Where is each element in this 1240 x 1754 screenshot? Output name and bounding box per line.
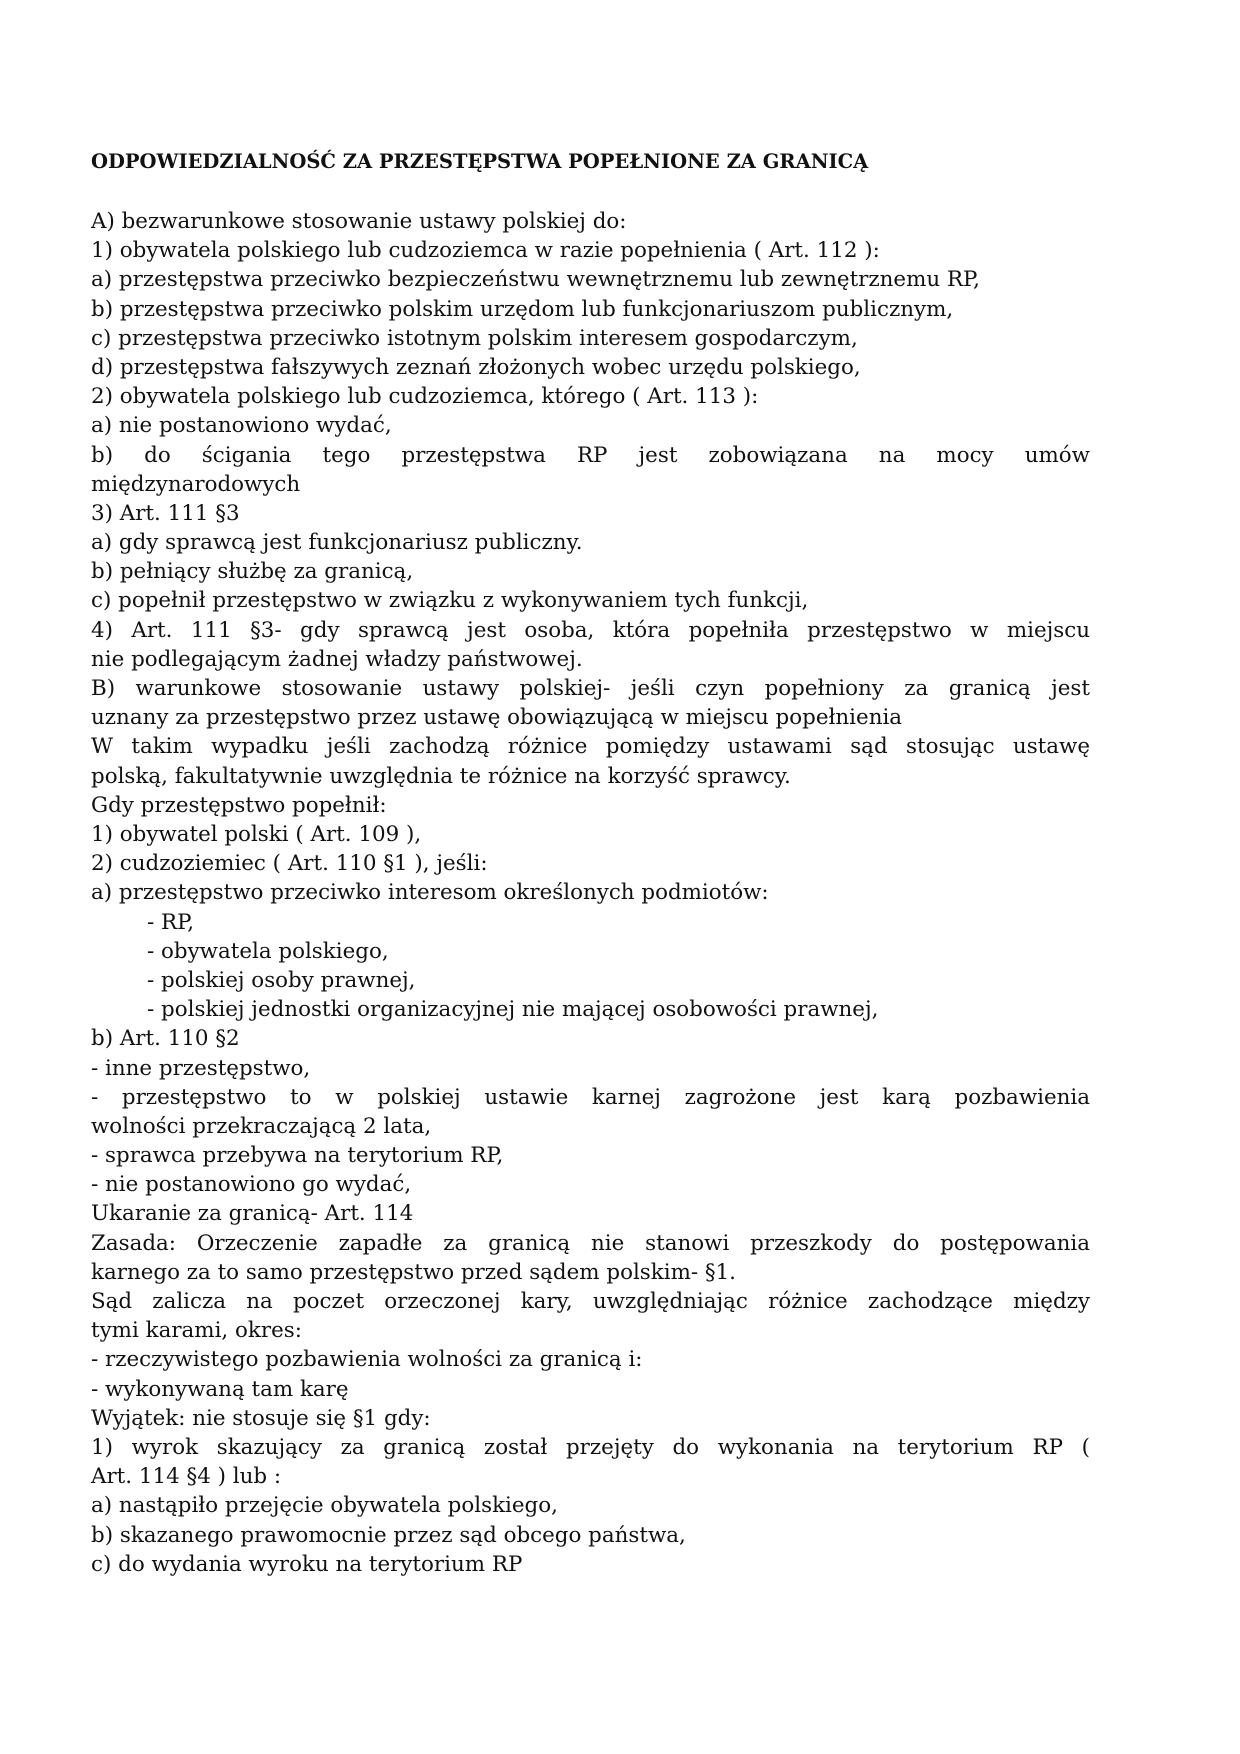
text-line: nie podlegającym żadnej władzy państwowej.: [91, 646, 583, 672]
text-line: - sprawca przebywa na terytorium RP,: [91, 1143, 504, 1169]
text-line: b) skazanego prawomocnie przez sąd obcego państwa,: [91, 1522, 686, 1548]
list-item: - RP,: [147, 909, 194, 935]
text-line: B) warunkowe stosowanie ustawy polskiej- jeśli czyn popełniony za granicą jest: [91, 676, 1090, 702]
text-line: a) przestępstwa przeciwko bezpieczeństwu wewnętrznemu lub zewnętrznemu RP,: [91, 267, 980, 293]
text-line: 1) wyrok skazujący za granicą został przejęty do wykonania na terytorium RP (: [91, 1434, 1090, 1460]
text-line: - inne przestępstwo,: [91, 1055, 311, 1081]
text-line: a) nie postanowiono wydać,: [91, 413, 392, 439]
text-line: 3) Art. 111 §3: [91, 500, 240, 526]
text-line: a) gdy sprawcą jest funkcjonariusz publiczny.: [91, 530, 583, 556]
list-item: - obywatela polskiego,: [147, 938, 389, 964]
text-line: Ukaranie za granicą- Art. 114: [91, 1201, 414, 1227]
text-line: 1) obywatela polskiego lub cudzoziemca w razie popełnienia ( Art. 112 ):: [91, 238, 880, 264]
text-line: b) pełniący służbę za granicą,: [91, 559, 414, 585]
text-line: c) popełnił przestępstwo w związku z wykonywaniem tych funkcji,: [91, 588, 809, 614]
document-body: [91, 207, 1090, 1579]
text-line: c) do wydania wyroku na terytorium RP: [91, 1551, 523, 1577]
text-line: b) do ścigania tego przestępstwa RP jest zobowiązana na mocy umów: [91, 442, 1090, 468]
text-line: tymi karami, okres:: [91, 1318, 302, 1344]
text-line: Art. 114 §4 ) lub :: [91, 1464, 282, 1490]
text-line: - nie postanowiono go wydać,: [91, 1172, 412, 1198]
text-line: a) nastąpiło przejęcie obywatela polskiego,: [91, 1493, 558, 1519]
text-line: - rzeczywistego pozbawienia wolności za granicą i:: [91, 1347, 643, 1373]
document-title: ODPOWIEDZIALNOŚĆ ZA PRZESTĘPSTWA POPEŁNIONE ZA GRANICĄ: [91, 150, 869, 173]
text-line: - przestępstwo to w polskiej ustawie karnej zagrożone jest karą pozbawienia: [91, 1084, 1090, 1110]
text-line: Wyjątek: nie stosuje się §1 gdy:: [91, 1405, 431, 1431]
text-line: uznany za przestępstwo przez ustawę obowiązującą w miejscu popełnienia: [91, 705, 903, 731]
list-item: - polskiej jednostki organizacyjnej nie mającej osobowości prawnej,: [147, 997, 879, 1023]
text-line: b) Art. 110 §2: [91, 1026, 240, 1052]
text-line: wolności przekraczającą 2 lata,: [91, 1113, 432, 1139]
list-item: - polskiej osoby prawnej,: [147, 967, 416, 993]
text-line: A) bezwarunkowe stosowanie ustawy polskiej do:: [91, 209, 627, 234]
text-line: karnego za to samo przestępstwo przed sądem polskim- §1.: [91, 1259, 736, 1285]
text-line: 1) obywatel polski ( Art. 109 ),: [91, 822, 422, 847]
text-line: Sąd zalicza na poczet orzeczonej kary, uwzględniając różnice zachodzące między: [91, 1289, 1090, 1315]
text-line: Zasada: Orzeczenie zapadłe za granicą nie stanowi przeszkody do postępowania: [91, 1230, 1090, 1256]
text-line: 2) obywatela polskiego lub cudzoziemca, którego ( Art. 113 ):: [91, 384, 759, 410]
text-line: c) przestępstwa przeciwko istotnym polskim interesem gospodarczym,: [91, 325, 858, 351]
text-line: d) przestępstwa fałszywych zeznań złożonych wobec urzędu polskiego,: [91, 354, 861, 380]
text-line: b) przestępstwa przeciwko polskim urzędom lub funkcjonariuszom publicznym,: [91, 296, 954, 322]
text-line: 2) cudzoziemiec ( Art. 110 §1 ), jeśli:: [91, 851, 488, 877]
text-line: a) przestępstwo przeciwko interesom określonych podmiotów:: [91, 880, 769, 906]
text-line: W takim wypadku jeśli zachodzą różnice pomiędzy ustawami sąd stosując ustawę: [91, 734, 1090, 760]
text-line: międzynarodowych: [91, 471, 301, 497]
text-line: polską, fakultatywnie uwzględnia te różnice na korzyść sprawcy.: [91, 763, 791, 789]
text-line: - wykonywaną tam karę: [91, 1376, 349, 1402]
text-line: 4) Art. 111 §3- gdy sprawcą jest osoba, która popełniła przestępstwo w miejscu: [91, 617, 1090, 643]
text-line: Gdy przestępstwo popełnił:: [91, 792, 387, 818]
